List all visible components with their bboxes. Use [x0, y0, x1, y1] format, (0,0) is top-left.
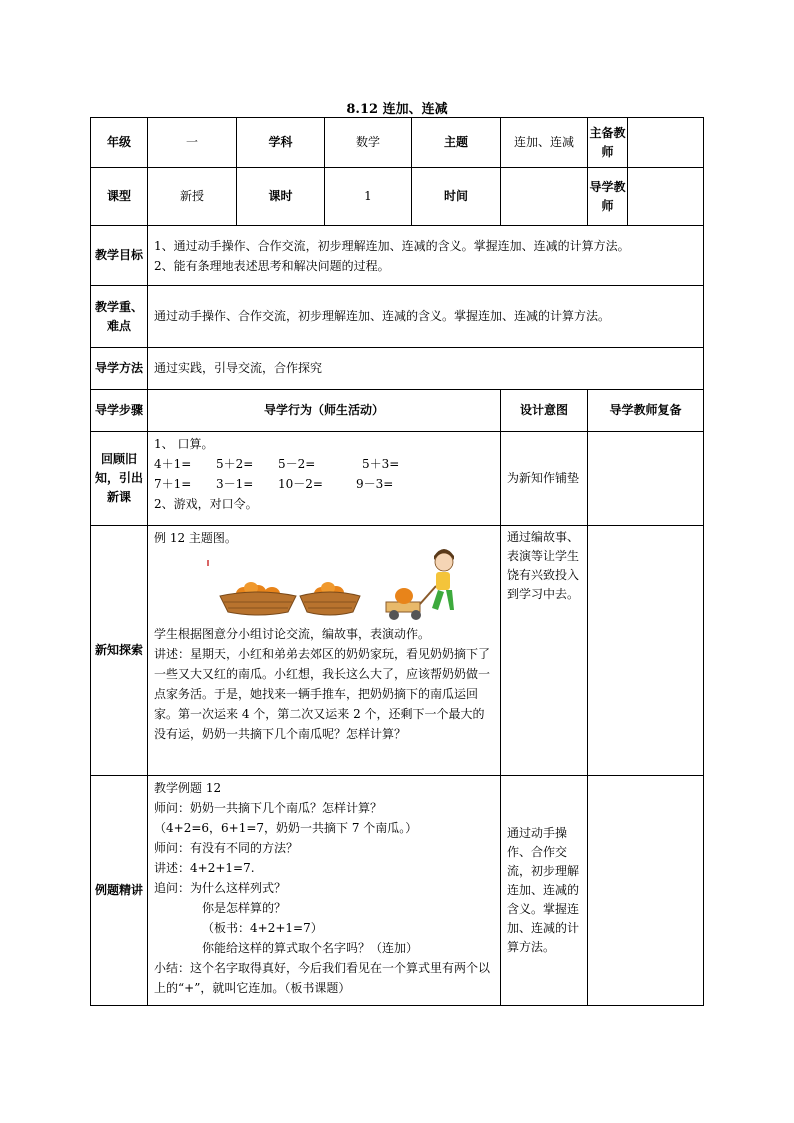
pumpkin-scene [154, 548, 494, 624]
example-line: 讲述：4+2+1=7. [154, 861, 255, 875]
page-title: 8.12 连加、连减 [346, 102, 448, 117]
explore-line-1: 例 12 主题图。 [154, 531, 237, 545]
calc-item: 5＋3= [362, 457, 400, 471]
goal-line-1: 1、通过动手操作、合作交流，初步理解连加、连减的含义。掌握连加、连减的计算方法。 [154, 238, 630, 253]
example-section-content [148, 776, 501, 1006]
goal-line-2: 2、能有条理地表述思考和解决问题的过程。 [154, 258, 390, 273]
calc-item: 7＋1= [154, 477, 192, 491]
subject-value: 数学 [325, 118, 412, 168]
grade-value: 一 [148, 118, 237, 168]
example-indented-line: 你是怎样算的？ [202, 901, 287, 915]
topic-label: 主题 [412, 118, 501, 168]
key-row [91, 286, 704, 348]
basket-icon [300, 582, 360, 615]
explore-line-2: 学生根据图意分小组讨论交流，编故事，表演动作。 [154, 627, 431, 641]
example-line: 追问：为什么这样列式？ [154, 881, 287, 895]
lead-teacher-value [628, 118, 704, 168]
type-value: 新授 [148, 168, 237, 226]
pumpkin-illustration [154, 548, 454, 624]
basket-icon [220, 582, 296, 615]
time-value [501, 168, 588, 226]
activity-header: 导学行为（师生活动） [148, 390, 501, 432]
example-section-notes [588, 776, 704, 1006]
explore-story: 讲述：星期天，小红和弟弟去郊区的奶奶家玩，看见奶奶摘下了一些又大又红的南瓜。小红想，我长这么大了，应该帮奶奶做一点家务活。于是，她找来一辆手推车，把奶奶摘下的南瓜运回家。第一次运来 4 个，第二次又运来 2 个，还剩下一个最大的没有运，奶奶一共摘下几个南瓜呢？怎样计算？ [154, 647, 491, 741]
review-line-2: 2、游戏，对口令。 [154, 497, 258, 511]
guide-teacher-label: 导学教师 [588, 168, 628, 226]
type-label: 课型 [91, 168, 148, 226]
method-label: 导学方法 [91, 348, 148, 390]
key-content: 通过动手操作、合作交流，初步理解连加、连减的含义。掌握连加、连减的计算方法。 [148, 286, 704, 348]
lead-teacher-label: 主备教师 [588, 118, 628, 168]
example-indented-line: （板书：4+2+1=7） [202, 921, 323, 935]
review-section-row [91, 432, 704, 526]
goals-row [91, 226, 704, 286]
steps-label: 导学步骤 [91, 390, 148, 432]
time-label: 时间 [412, 168, 501, 226]
review-section-notes [588, 432, 704, 526]
example-line: 教学例题 12 [154, 781, 222, 795]
calc-item: 4＋1= [154, 457, 192, 471]
key-label: 教学重、难点 [91, 286, 148, 348]
review-section-content [148, 432, 501, 526]
method-content: 通过实践，引导交流，合作探究 [148, 348, 704, 390]
period-value: 1 [325, 168, 412, 226]
method-row [91, 348, 704, 390]
calc-row-1 [154, 454, 494, 474]
example-section-label: 例题精讲 [91, 776, 148, 1006]
explore-section-row [91, 526, 704, 776]
example-line: 师问：奶奶一共摘下几个南瓜？怎样计算？ [154, 801, 383, 815]
explore-section-content [148, 526, 501, 776]
explore-section-label: 新知探索 [91, 526, 148, 776]
calc-row-2 [154, 474, 494, 494]
example-line: 师问：有没有不同的方法？ [154, 841, 299, 855]
review-intent: 为新知作铺垫 [501, 432, 588, 526]
goals-label: 教学目标 [91, 226, 148, 286]
topic-value: 连加、连减 [501, 118, 588, 168]
review-header: 导学教师复备 [588, 390, 704, 432]
example-intent: 通过动手操作、合作交流，初步理解连加、连减的含义。掌握连加、连减的计算方法。 [501, 776, 588, 1006]
example-summary: 小结：这个名字取得真好，今后我们看见在一个算式里有两个以上的“+”，就叫它连加。（板书课题） [154, 961, 491, 995]
calc-item: 9－3= [356, 477, 394, 491]
calc-item: 5＋2= [216, 457, 254, 471]
subject-label: 学科 [237, 118, 325, 168]
info-row-1 [91, 118, 704, 168]
calc-item: 3－1= [216, 477, 254, 491]
calc-item: 5－2= [278, 457, 316, 471]
info-row-2 [91, 168, 704, 226]
calc-item: 10－2= [278, 477, 323, 491]
lesson-plan-table [90, 117, 704, 1006]
goals-content [148, 226, 704, 286]
girl-pushing-cart-icon [386, 549, 454, 620]
example-section-row [91, 776, 704, 1006]
explore-intent: 通过编故事、表演等让学生饶有兴致投入到学习中去。 [501, 526, 588, 776]
period-label: 课时 [237, 168, 325, 226]
intent-header: 设计意图 [501, 390, 588, 432]
example-line: （4+2=6，6+1=7，奶奶一共摘下 7 个南瓜。） [154, 821, 418, 835]
guide-teacher-value [628, 168, 704, 226]
steps-header-row [91, 390, 704, 432]
example-indented-line: 你能给这样的算式取个名字吗？（连加） [202, 941, 419, 955]
review-line-1: 1、 口算。 [154, 437, 214, 451]
review-section-label: 回顾旧知，引出新课 [91, 432, 148, 526]
explore-section-notes [588, 526, 704, 776]
grade-label: 年级 [91, 118, 148, 168]
